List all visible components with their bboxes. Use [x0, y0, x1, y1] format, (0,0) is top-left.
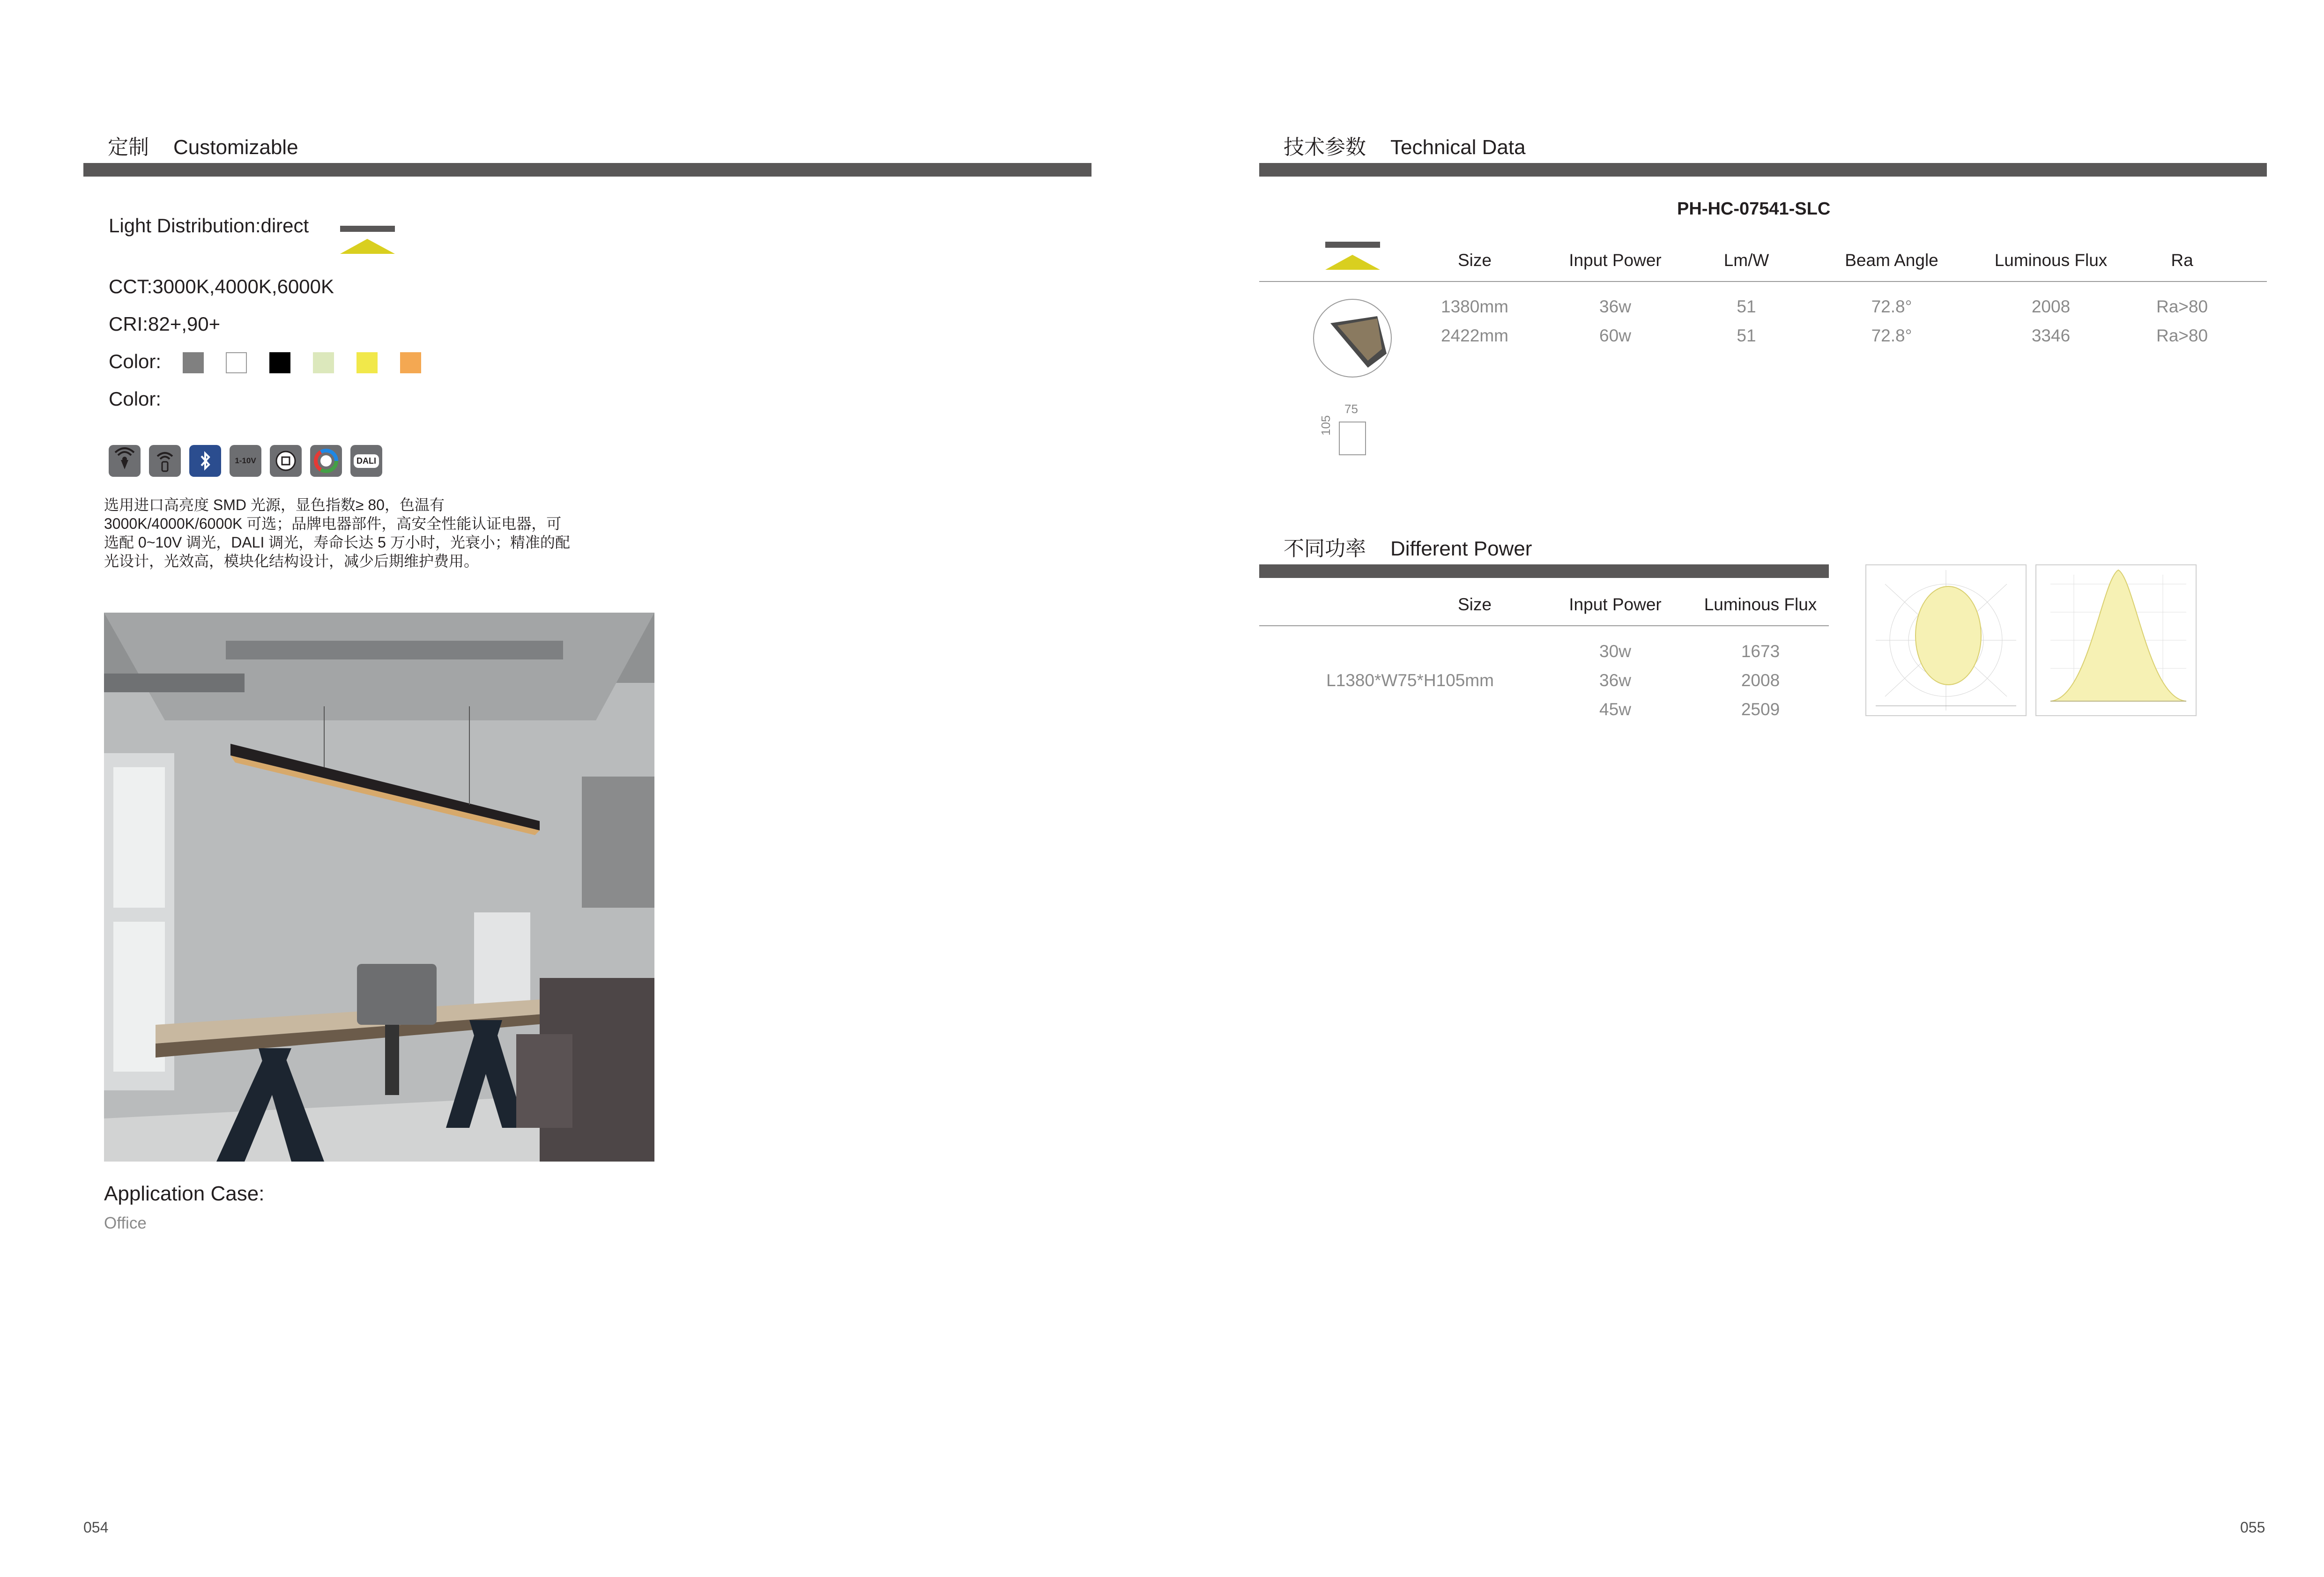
dimension-width: 75: [1344, 402, 1358, 416]
color-swatch-white: [226, 352, 247, 373]
direct-distribution-icon: [338, 224, 397, 257]
light-distribution-label: Light Distribution:direct: [109, 215, 309, 237]
header-ra: Ra: [2171, 251, 2193, 270]
power-row-3-input: 45w: [1599, 700, 1631, 719]
tech-table-rule: [1259, 281, 2267, 282]
application-case-label: Application Case:: [104, 1182, 265, 1205]
header-lm-w: Lm/W: [1723, 251, 1769, 270]
dali-icon: DALI: [350, 445, 382, 477]
header-size: Size: [1458, 251, 1492, 270]
tech-table-body: 1380mm 36w 51 72.8° 2008 Ra>80 2422mm 60w 51 72.8° 3346 Ra>80: [1441, 297, 2208, 345]
color-swatch-light-green: [313, 352, 334, 373]
cri-label: CRI:82+,90+: [109, 313, 221, 335]
color-swatch-gray: [183, 352, 204, 373]
product-description: 选用进口高亮度 SMD 光源，显色指数≥ 80，色温有 3000K/4000K/6000K 可选；品牌电器部件，高安全性能认证电器，可 选配 0~10V 调光，DALI 调光，寿命长达 5 万小时，光衰小；精准的配 光设计，光效高，模块化结构设计，减少后期维护费用。: [104, 496, 570, 570]
rgb-icon: [310, 445, 342, 477]
color-swatch-black: [269, 352, 290, 373]
power-row-2-input: 36w: [1599, 671, 1631, 690]
dimming-1-10v-icon: 1-10V: [230, 445, 261, 477]
dimming-icon: [270, 445, 302, 477]
header-input-power: Input Power: [1569, 251, 1662, 270]
customizable-title: 定制 Customizable: [108, 136, 298, 159]
power-table-body: [1259, 637, 1829, 731]
cct-label: CCT:3000K,4000K,6000K: [109, 275, 334, 297]
power-table-rule: [1259, 625, 1829, 626]
dimension-height: 105: [1319, 415, 1333, 436]
header-luminous-flux: Luminous Flux: [1704, 595, 1817, 614]
header-size: Size: [1458, 595, 1492, 614]
header-luminous-flux: Luminous Flux: [1994, 251, 2108, 270]
model-number: PH-HC-07541-SLC: [1677, 199, 1831, 219]
intensity-curve-chart: [2035, 564, 2197, 716]
header-beam-angle: Beam Angle: [1845, 251, 1938, 270]
customizable-title-bar: [83, 163, 1091, 177]
bluetooth-icon: [189, 445, 221, 477]
application-case-value: Office: [104, 1214, 147, 1232]
technical-data-title: 技术参数 Technical Data: [1284, 136, 1526, 159]
power-row-2-flux: 2008: [1741, 671, 1780, 690]
power-size: L1380*W75*H105mm: [1326, 671, 1494, 690]
color-swatch-yellow: [356, 352, 378, 373]
polar-distribution-chart: [1865, 564, 2027, 716]
page-number-right: 055: [2240, 1519, 2265, 1536]
different-power-title-bar: [1259, 564, 1829, 578]
different-power-title: 不同功率 Different Power: [1284, 537, 1532, 560]
color-label: Color:: [109, 350, 162, 372]
color-swatches: [183, 352, 445, 376]
power-row-1-input: 30w: [1599, 642, 1631, 661]
tech-table-header: [1259, 251, 2267, 279]
control-icons-row: [109, 445, 390, 479]
technical-data-title-bar: [1259, 163, 2267, 177]
power-table-header: [1259, 595, 1829, 623]
wireless-icon: [109, 445, 141, 477]
power-row-3-flux: 2509: [1741, 700, 1780, 719]
sensor-icon: [149, 445, 181, 477]
page-number-left: 054: [83, 1519, 109, 1536]
power-row-1-flux: 1673: [1741, 642, 1780, 661]
header-input-power: Input Power: [1569, 595, 1662, 614]
color-label-2: Color:: [109, 388, 162, 410]
cross-section-outline: [1339, 422, 1366, 455]
color-swatch-orange: [400, 352, 421, 373]
application-case-photo: [104, 613, 654, 1162]
